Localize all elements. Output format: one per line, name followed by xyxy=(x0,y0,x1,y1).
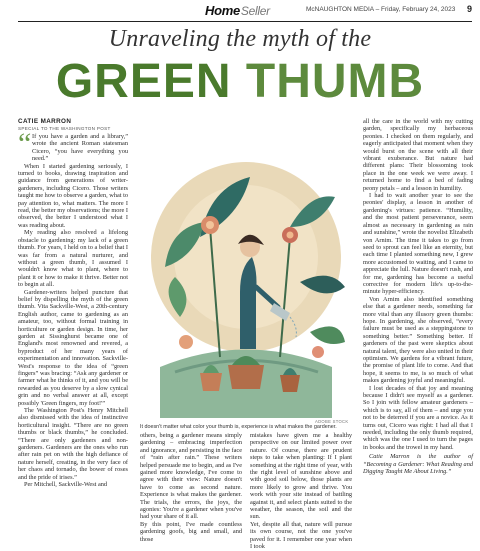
image-credit: ADOBE STOCK xyxy=(315,419,349,424)
logo-seller-text: Seller xyxy=(240,4,270,18)
article-paragraph: others, being a gardener means simply gardening – embracing imperfection and ignorance, and persisting in the face of “rain after rain.” These writers helped persuade me to begin, and as I've gained more knowledge, I've come to agree with their view: Nature doesn't have to come as second nature. Experience is what makes the gardener. The trials, the errors, the joys, the agonies: You're a gardener when you've had your share of it all. xyxy=(140,432,242,521)
article-paragraph: all the care in the world with my cutting garden, specifically my herbaceous peonies. I checked on them regularly, and eagerly anticipated that moment when they would burst on the scene with all their vibrant exuberance. But nature had different plans: Their blossoming took place in the one week we were away. I returned home to find a bed of fading peony petals – and a lesson in humility. xyxy=(363,118,473,192)
headline-subtitle: Unraveling the myth of the xyxy=(108,26,372,52)
article-paragraph: Per Mitchell, Sackville-West and xyxy=(24,481,108,489)
byline xyxy=(18,118,128,131)
article-paragraph: I lost decades of that joy and meaning because I didn't see myself as a gardener. So I join with fellow amateur gardeners – which is to say, all of them – and urge you not to be deterred if you are a novice. As it turns out, Cicero was right: I had all that I needed, including the only thumb required, which was the one I used to turn the pages in books and the trowel in my hand. xyxy=(363,384,473,451)
garden-illustration xyxy=(140,117,352,418)
author-tagline: Catie Marron is the author of “Becoming a Gardener: What Reading and Digging Taught Me About Living.” xyxy=(363,453,473,476)
header-rule xyxy=(18,21,472,22)
section-logo xyxy=(205,3,270,18)
headline-main xyxy=(0,56,480,108)
page-number: 9 xyxy=(467,4,473,14)
article-paragraph: mistakes have given me a healthy perspective on our limited power over nature. Of course, there are prudent steps to take when planting: If I plant something at the right time of year, with the right level of sunshine above and with good soil below, those plants are more likely to grow and thrive. You work with your site instead of battling against it, and select plants suited to the weather, the season, the soil and the sun. xyxy=(250,432,352,521)
article-paragraph: Gardener-writers helped puncture that belief by dispelling the myth of the green thumb. Vita Sackville-West, a 20th-century English author, came to gardening as an amateur, too, without formal training in horticulture or garden design. In time, her garden at Sissinghurst became one of England's most renowned and revered, a byproduct of her many years of experimentation and innovation. Sackville-West's response to the idea of “green fingers” was bracing: “Ask any gardener or farmer what he thinks of it, and you will be rewarded as you deserve by a slow cynical grin and no verbal answer at all, except possibly 'Green fingers, my foot!'” xyxy=(18,288,128,407)
article-paragraph: My reading also resolved a lifelong obstacle to gardening: my lack of a green thumb. For years, I held on to a belief that I was far from a natural nurturer, and without a green thumb, I assumed I wouldn't know what to plant, where to plant it or how to make it thrive. Better not to begin at all. xyxy=(18,229,128,289)
headline-word-green: GREEN xyxy=(55,55,232,108)
pot-shape xyxy=(228,365,264,389)
drop-quote-icon: “ xyxy=(18,127,32,160)
article-column-3 xyxy=(250,432,352,551)
article-paragraph: By this point, I've made countless gardening goofs, big and small, and those xyxy=(140,520,242,543)
article-paragraph: I had to wait another year to see the peonies' display, a lesson in another of gardening's virtues: patience. “Humility, and the most patient perseverance, seem almost as necessary in gardening as rain and sunshine,” wrote the novelist Elizabeth von Arnim. The time it takes to go from seed to sprout can feel like an eternity, but each time I planted something new, I grew more accustomed to waiting, and I came to appreciate the lull. Nature doesn't rush, and for me, gardening has become a useful corrective for modern life's up-to-the-minute hyper-efficiency. xyxy=(363,192,473,296)
article-paragraph: If you have a garden and a library,” wrote the ancient Roman statesman Cicero, “you have everything you need.” xyxy=(32,133,128,163)
article-column-2 xyxy=(140,432,242,543)
article-paragraph: When I started gardening seriously, I turned to books, drawing inspiration and guidance from generations of writer-gardeners, including Cicero. Those writers taught me how to observe a garden, what to pay attention to, what matters. The more I read, the better my observations; the more I observed, the better I understood what I was reading about. xyxy=(18,162,128,229)
article-paragraph: Yet, despite all that, nature will pursue its own course, not the one you've paved for it. I remember one year when I took xyxy=(250,520,352,551)
article-paragraph: The Washington Post's Henry Mitchell also dismissed with the idea of instinctive horticultural insight. “There are no green thumbs or black thumbs,” he concluded. “There are only gardeners and non-gardeners. Gardeners are the ones who run after rain pet on with the high defiance of nature herself, creating, in the very face of her chaos and tornado, the bower of roses and the pride of irises.” xyxy=(18,407,128,481)
image-caption: It doesn't matter what color your thumb is, experience is what makes the gardener. xyxy=(140,424,337,430)
author-name: CATIE MARRON xyxy=(18,118,72,125)
dateline: McNAUGHTON MEDIA – Friday, February 24, 2023 xyxy=(306,6,456,13)
author-role: SPECIAL TO THE WASHINGTON POST xyxy=(18,126,111,131)
logo-home-text: Home xyxy=(205,3,240,18)
article-column-4 xyxy=(363,118,473,476)
article-paragraph: Von Arnim also identified something else that a gardener needs, something far more vital than any illusory green thumbs: hope. In gardening, she observed, “every failure must be used as a steppingstone to something better.” Something better. If gardeners of the past were skeptics about natural talent, they were also united in their optimism. We gardens for a vibrant future, the promise of plant life to come. And that hope, it seems to me, is so much of what makes gardening joyful and meaningful. xyxy=(363,295,473,385)
page-header xyxy=(0,0,480,24)
headline-word-thumb: THUMB xyxy=(245,55,425,108)
